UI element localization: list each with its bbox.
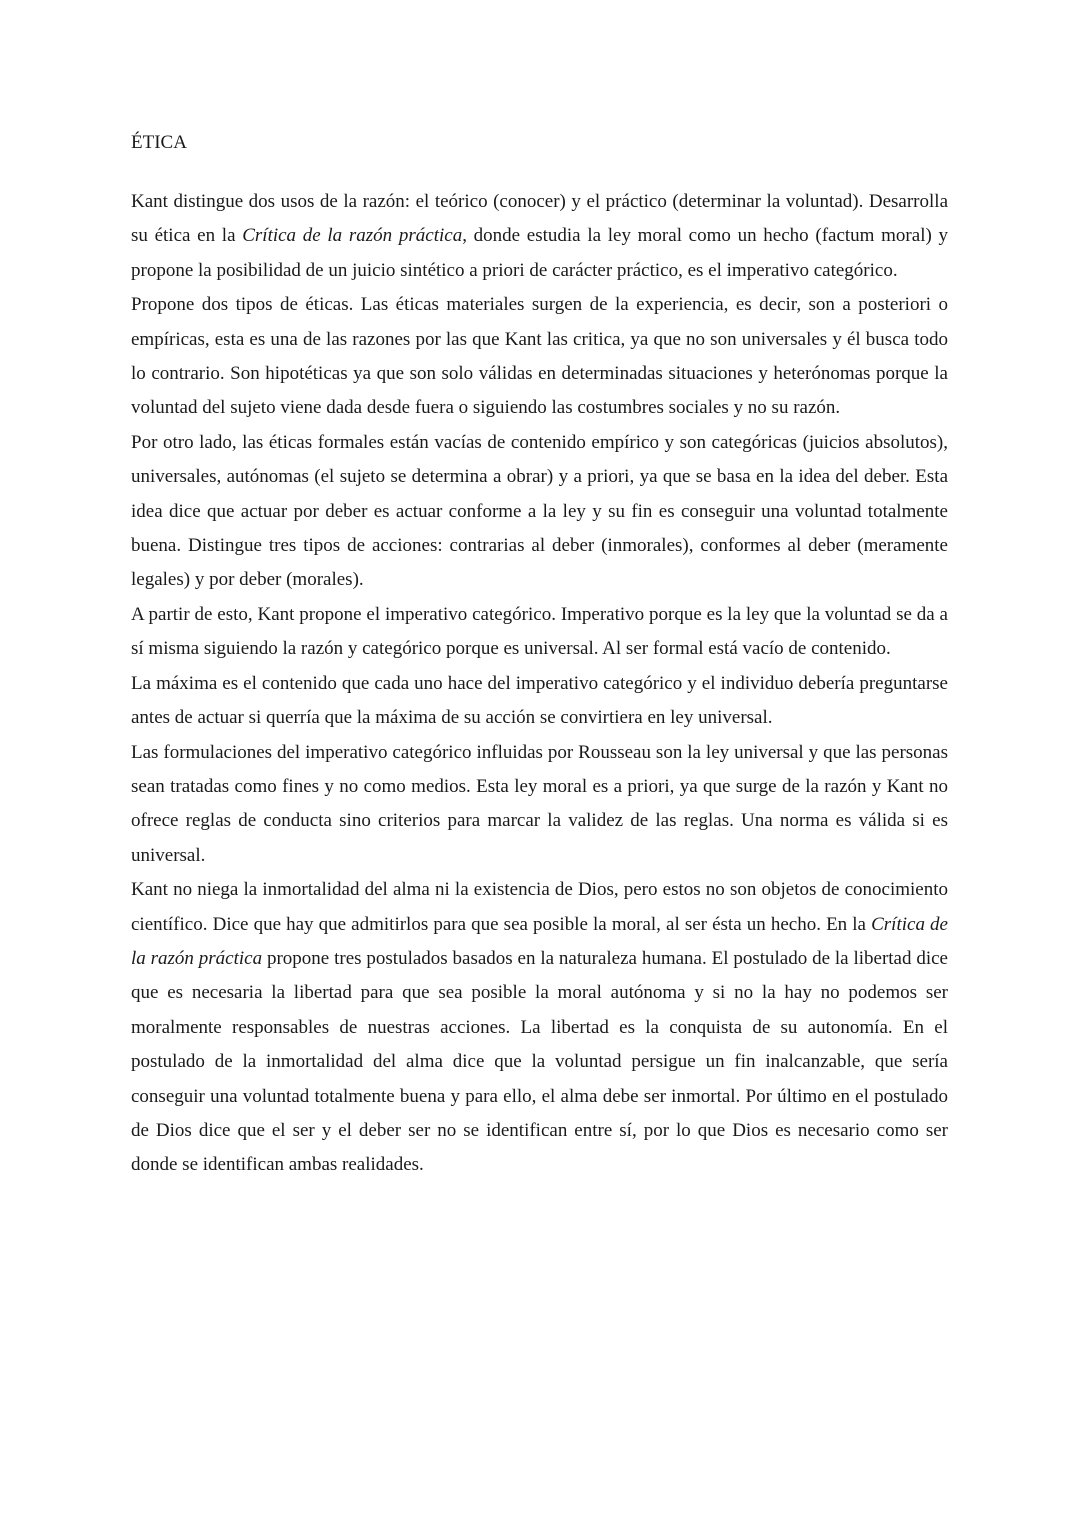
document-title: ÉTICA [131, 132, 187, 153]
paragraph [131, 288, 948, 426]
paragraph-text: Kant distingue dos usos de la razón: el teórico (conocer) y el práctico (determinar la voluntad). Desarrolla su ética en la [131, 191, 948, 247]
book-title-italic: Crítica de la razón práctica [131, 913, 948, 969]
paragraph [131, 598, 948, 667]
paragraph-text: Las formulaciones del imperativo categórico influidas por Rousseau son la ley universal y que las personas sean tratadas como fines y no como medios. Esta ley moral es a priori, ya que surge de la razón y Kant no ofrece reglas de conducta sino criterios para marcar la validez de las reglas. Una norma es válida si es universal. [131, 741, 948, 866]
paragraph-text: Por otro lado, las éticas formales están vacías de contenido empírico y son categóricas (juicios absolutos), universales, autónomas (el sujeto se determina a obrar) y a priori, ya que se basa en la idea del deber. Esta idea dice que actuar por deber es actuar conforme a la ley y su fin es conseguir una voluntad totalmente buena. Distingue tres tipos de acciones: contrarias al deber (inmorales), conformes al deber (meramente legales) y por deber (morales). [131, 431, 948, 591]
paragraph-text: Kant no niega la inmortalidad del alma ni la existencia de Dios, pero estos no son objetos de conocimiento científico. Dice que hay que admitirlos para que sea posible la moral, al ser ésta un hecho. En la [131, 879, 948, 935]
paragraph [131, 426, 948, 598]
paragraph [131, 667, 948, 736]
paragraph-text: propone tres postulados basados en la naturaleza humana. El postulado de la libertad dice que es necesaria la libertad para que sea posible la moral autónoma y si no la hay no podemos ser moralmente responsables de nuestras acciones. La libertad es la conquista de su autonomía. En el postulado de la inmortalidad del alma dice que la voluntad persigue un fin inalcanzable, que sería conseguir una voluntad totalmente buena y para ello, el alma debe ser inmortal. Por último en el postulado de Dios dice que el ser y el deber ser no se identifican entre sí, por lo que Dios es necesario como ser donde se identifican ambas realidades. [131, 947, 948, 1176]
paragraph [131, 736, 948, 874]
document-page [131, 126, 948, 1183]
paragraph [131, 185, 948, 288]
paragraph-text: A partir de esto, Kant propone el imperativo categórico. Imperativo porque es la ley que la voluntad se da a sí misma siguiendo la razón y categórico porque es universal. Al ser formal está vacío de contenido. [131, 603, 948, 660]
paragraph-text: Propone dos tipos de éticas. Las éticas materiales surgen de la experiencia, es decir, son a posteriori o empíricas, esta es una de las razones por las que Kant las critica, ya que no son universales y él busca todo lo contrario. Son hipotéticas ya que son solo válidas en determinadas situaciones y heterónomas porque la voluntad del sujeto viene dada desde fuera o siguiendo las costumbres sociales y no su razón. [131, 294, 948, 419]
book-title-italic: Crítica de la razón práctica [242, 225, 463, 247]
paragraph [131, 873, 948, 1183]
paragraph-text: La máxima es el contenido que cada uno hace del imperativo categórico y el individuo debería preguntarse antes de actuar si querría que la máxima de su acción se convirtiera en ley universal. [131, 672, 948, 729]
paragraph-text: , donde estudia la ley moral como un hecho (factum moral) y propone la posibilidad de un juicio sintético a priori de carácter práctico, es el imperativo categórico. [131, 225, 948, 281]
